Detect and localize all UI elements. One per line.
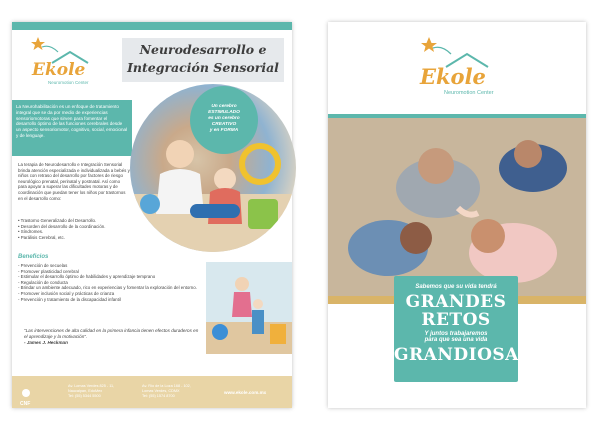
website-link[interactable]: www.ekole.com.mx [224,390,267,395]
address-1-phone: Tel: (55) 5344 5500 [68,394,101,398]
badge-line-1: Un cerebro [211,104,237,109]
address-2 [142,384,191,399]
quote-author: - James J. Heckman [24,339,68,345]
top-teal-bar [12,22,292,30]
footer [12,376,292,408]
slogan-line-4: Y juntos trabajaremos [424,331,488,337]
logo-tagline: Neuromotion Center [444,90,494,96]
quote [24,328,200,345]
badge-line-5: y en FORMA [209,128,239,133]
brochure-cover-page [328,22,586,408]
benefit-item: - Prevención y tratamiento de la discapacidad infantil [18,296,121,302]
address-2-phone: Tel: (55) 1574 8700 [142,394,175,398]
slogan-line-6: GRANDIOSA [394,345,519,365]
address-1-city: Naucalpan, EdoMex [68,389,103,393]
benefit-item: - Regulación de conducta [18,279,68,285]
badge-line-3: es un cerebro [208,116,240,121]
family-photo-illustration [328,118,586,296]
brochure-inside-page [12,22,292,408]
child-walking-illustration [206,262,292,354]
brain-slogan-badge [190,86,258,154]
title-line-1: Neurodesarrollo e [139,42,267,57]
logo-wordmark: Ekole [420,64,486,89]
slogan-line-3: RETOS [421,310,491,330]
benefit-item: - Estimular el desarrollo óptimo de habilidades y aprendizaje temprano [18,274,156,280]
cnf-logo [20,384,42,407]
quote-text: "Las intervenciones de alta calidad en la primera infancia tienen efectos duraderos en el aprendizaje y la motivación". [24,328,199,339]
family-photo [328,118,586,296]
benefit-item: - Promover plasticidad cerebral [18,268,79,274]
slogan-line-5: para que sea una vida [424,337,488,343]
logo-wordmark: Ekole [32,60,86,80]
slogan-line-2: GRANDES [405,292,507,312]
address-1-street: Av. Lomas Verdes 825 - 11, [68,384,115,388]
intro-text: La Neurohabilitación es un enfoque de tratamiento integral que se da por medio de experiencias sensoriomotoras que sirven para fomentar el desarrollo óptimo de las funciones cerebrales desde un aspecto sensoriomotor, cognitivo, social, emocional y de lenguaje. [12,100,132,156]
cnf-label: CNF [20,401,31,407]
slogan-box [394,276,518,382]
address-2-city: Lomas Verdes, CDMX [142,389,180,393]
page-title [122,38,284,82]
title-line-2: Integración Sensorial [127,60,279,75]
address-2-street: Av. Río de la Loza 168 - 102, [142,384,191,388]
child-walking-photo [206,262,292,354]
benefit-item: - Prevención de secuelas [18,263,68,268]
benefit-item: - Brindar un ambiente adecuado, rico en experiencias y fomentar la exploración del entorno. [18,285,197,291]
address-1 [68,384,114,399]
therapy-description: La terapia de Neurodesarrollo e Integración Sensorial brinda atención especializada e individualizada a bebés y niños con retraso del desarrollo por factores de riesgo neurológico prenatal, perinatal y postnatal. Así como para apoyar a superar las dificultades motoras y de coordinación que puedan tener los niños por trastornos en el desarrollo como: [18,162,130,201]
slogan-line-1: Sabemos que su vida tendrá [415,284,497,290]
badge-line-4: CREATIVO [211,122,237,127]
sun-icon [20,387,32,397]
condition-item: • Desorden del desarrollo de la coordinación. [18,223,106,229]
brand-logo [416,36,496,96]
benefit-item: - Promover inclusión social y prácticas de crianza [18,290,115,296]
condition-item: • Síndromes. [18,229,44,235]
logo-tagline: Neuromotion Center [48,80,89,85]
conditions-list [18,218,130,240]
brand-logo [26,36,96,86]
condition-item: • Parálisis Cerebral, etc. [18,234,65,240]
condition-item: • Trastorno Generalizado del Desarrollo. [18,218,97,223]
benefits-heading: Beneficios [18,254,49,260]
badge-line-2: ESTIMULADO [208,110,240,115]
benefits-list [18,263,202,302]
